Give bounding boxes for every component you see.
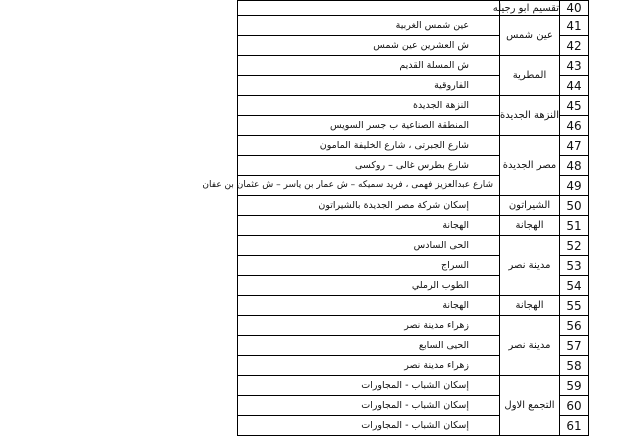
- area-cell: مدينة نصر: [500, 236, 560, 296]
- row-number: 50: [560, 196, 589, 216]
- row-number: 48: [560, 156, 589, 176]
- street-cell: إسكان الشباب - المجاورات: [238, 416, 500, 436]
- street-cell: شارع الجبرتى ، شارع الخليفة المامون: [238, 136, 500, 156]
- area-cell: عين شمس: [500, 16, 560, 56]
- table-row: [238, 216, 589, 236]
- street-cell: الفاروقية: [238, 76, 500, 96]
- street-cell: الهجانة: [238, 216, 500, 236]
- table-row: [238, 296, 589, 316]
- area-cell: الشيراتون: [500, 196, 560, 216]
- street-cell: النزهة الجديدة: [238, 96, 500, 116]
- street-cell: الحى السادس: [238, 236, 500, 256]
- street-cell: زهراء مدينة نصر: [238, 356, 500, 376]
- table-row: [238, 316, 589, 336]
- street-cell: الطوب الرملي: [238, 276, 500, 296]
- street-cell: السراج: [238, 256, 500, 276]
- row-number: 61: [560, 416, 589, 436]
- row-number: 57: [560, 336, 589, 356]
- street-cell: الهجانة: [238, 296, 500, 316]
- row-number: 46: [560, 116, 589, 136]
- row-number: 55: [560, 296, 589, 316]
- street-cell: ش العشرين عين شمس: [238, 36, 500, 56]
- area-cell: التجمع الاول: [500, 376, 560, 436]
- row-number: 45: [560, 96, 589, 116]
- street-cell: شارع عبدالعزيز فهمى ، فريد سميكه – ش عمار بن ياسر – ش عثمان بن عفان: [238, 176, 500, 196]
- row-number: 52: [560, 236, 589, 256]
- row-number: 42: [560, 36, 589, 56]
- street-cell: المنطقة الصناعية ب جسر السويس: [238, 116, 500, 136]
- table-row: [238, 56, 589, 76]
- row-number: 40: [560, 1, 589, 16]
- row-number: 51: [560, 216, 589, 236]
- table-row: [238, 16, 589, 36]
- area-cell: الهجانة: [500, 216, 560, 236]
- row-number: 47: [560, 136, 589, 156]
- street-cell: ش المسلة القديم: [238, 56, 500, 76]
- zones-table: [202, 0, 589, 436]
- area-cell: مدينة نصر: [500, 316, 560, 376]
- row-number: 56: [560, 316, 589, 336]
- area-cell: النزهة الجديدة: [500, 96, 560, 136]
- area-cell: تقسيم ابو رجيله: [500, 1, 560, 16]
- street-cell: شارع بطرس غالى – روكسى: [238, 156, 500, 176]
- table-row: [238, 196, 589, 216]
- area-cell: الهجانة: [500, 296, 560, 316]
- street-cell: عين شمس الغربية: [238, 16, 500, 36]
- area-cell: مصر الجديدة: [500, 136, 560, 196]
- row-number: 44: [560, 76, 589, 96]
- street-cell: الحيى السابع: [238, 336, 500, 356]
- row-number: 41: [560, 16, 589, 36]
- row-number: 49: [560, 176, 589, 196]
- table-row: [238, 236, 589, 256]
- street-cell: إسكان الشباب - المجاورات: [238, 376, 500, 396]
- table-row: [238, 1, 589, 16]
- street-cell: إسكان الشباب - المجاورات: [238, 396, 500, 416]
- row-number: 60: [560, 396, 589, 416]
- row-number: 54: [560, 276, 589, 296]
- row-number: 43: [560, 56, 589, 76]
- table-row: [238, 136, 589, 156]
- table-row: [238, 376, 589, 396]
- street-cell: [238, 1, 500, 16]
- row-number: 53: [560, 256, 589, 276]
- row-number: 59: [560, 376, 589, 396]
- table-row: [238, 96, 589, 116]
- street-cell: زهراء مدينة نصر: [238, 316, 500, 336]
- area-cell: المطرية: [500, 56, 560, 96]
- street-cell: إسكان شركة مصر الجديدة بالشيراتون: [238, 196, 500, 216]
- row-number: 58: [560, 356, 589, 376]
